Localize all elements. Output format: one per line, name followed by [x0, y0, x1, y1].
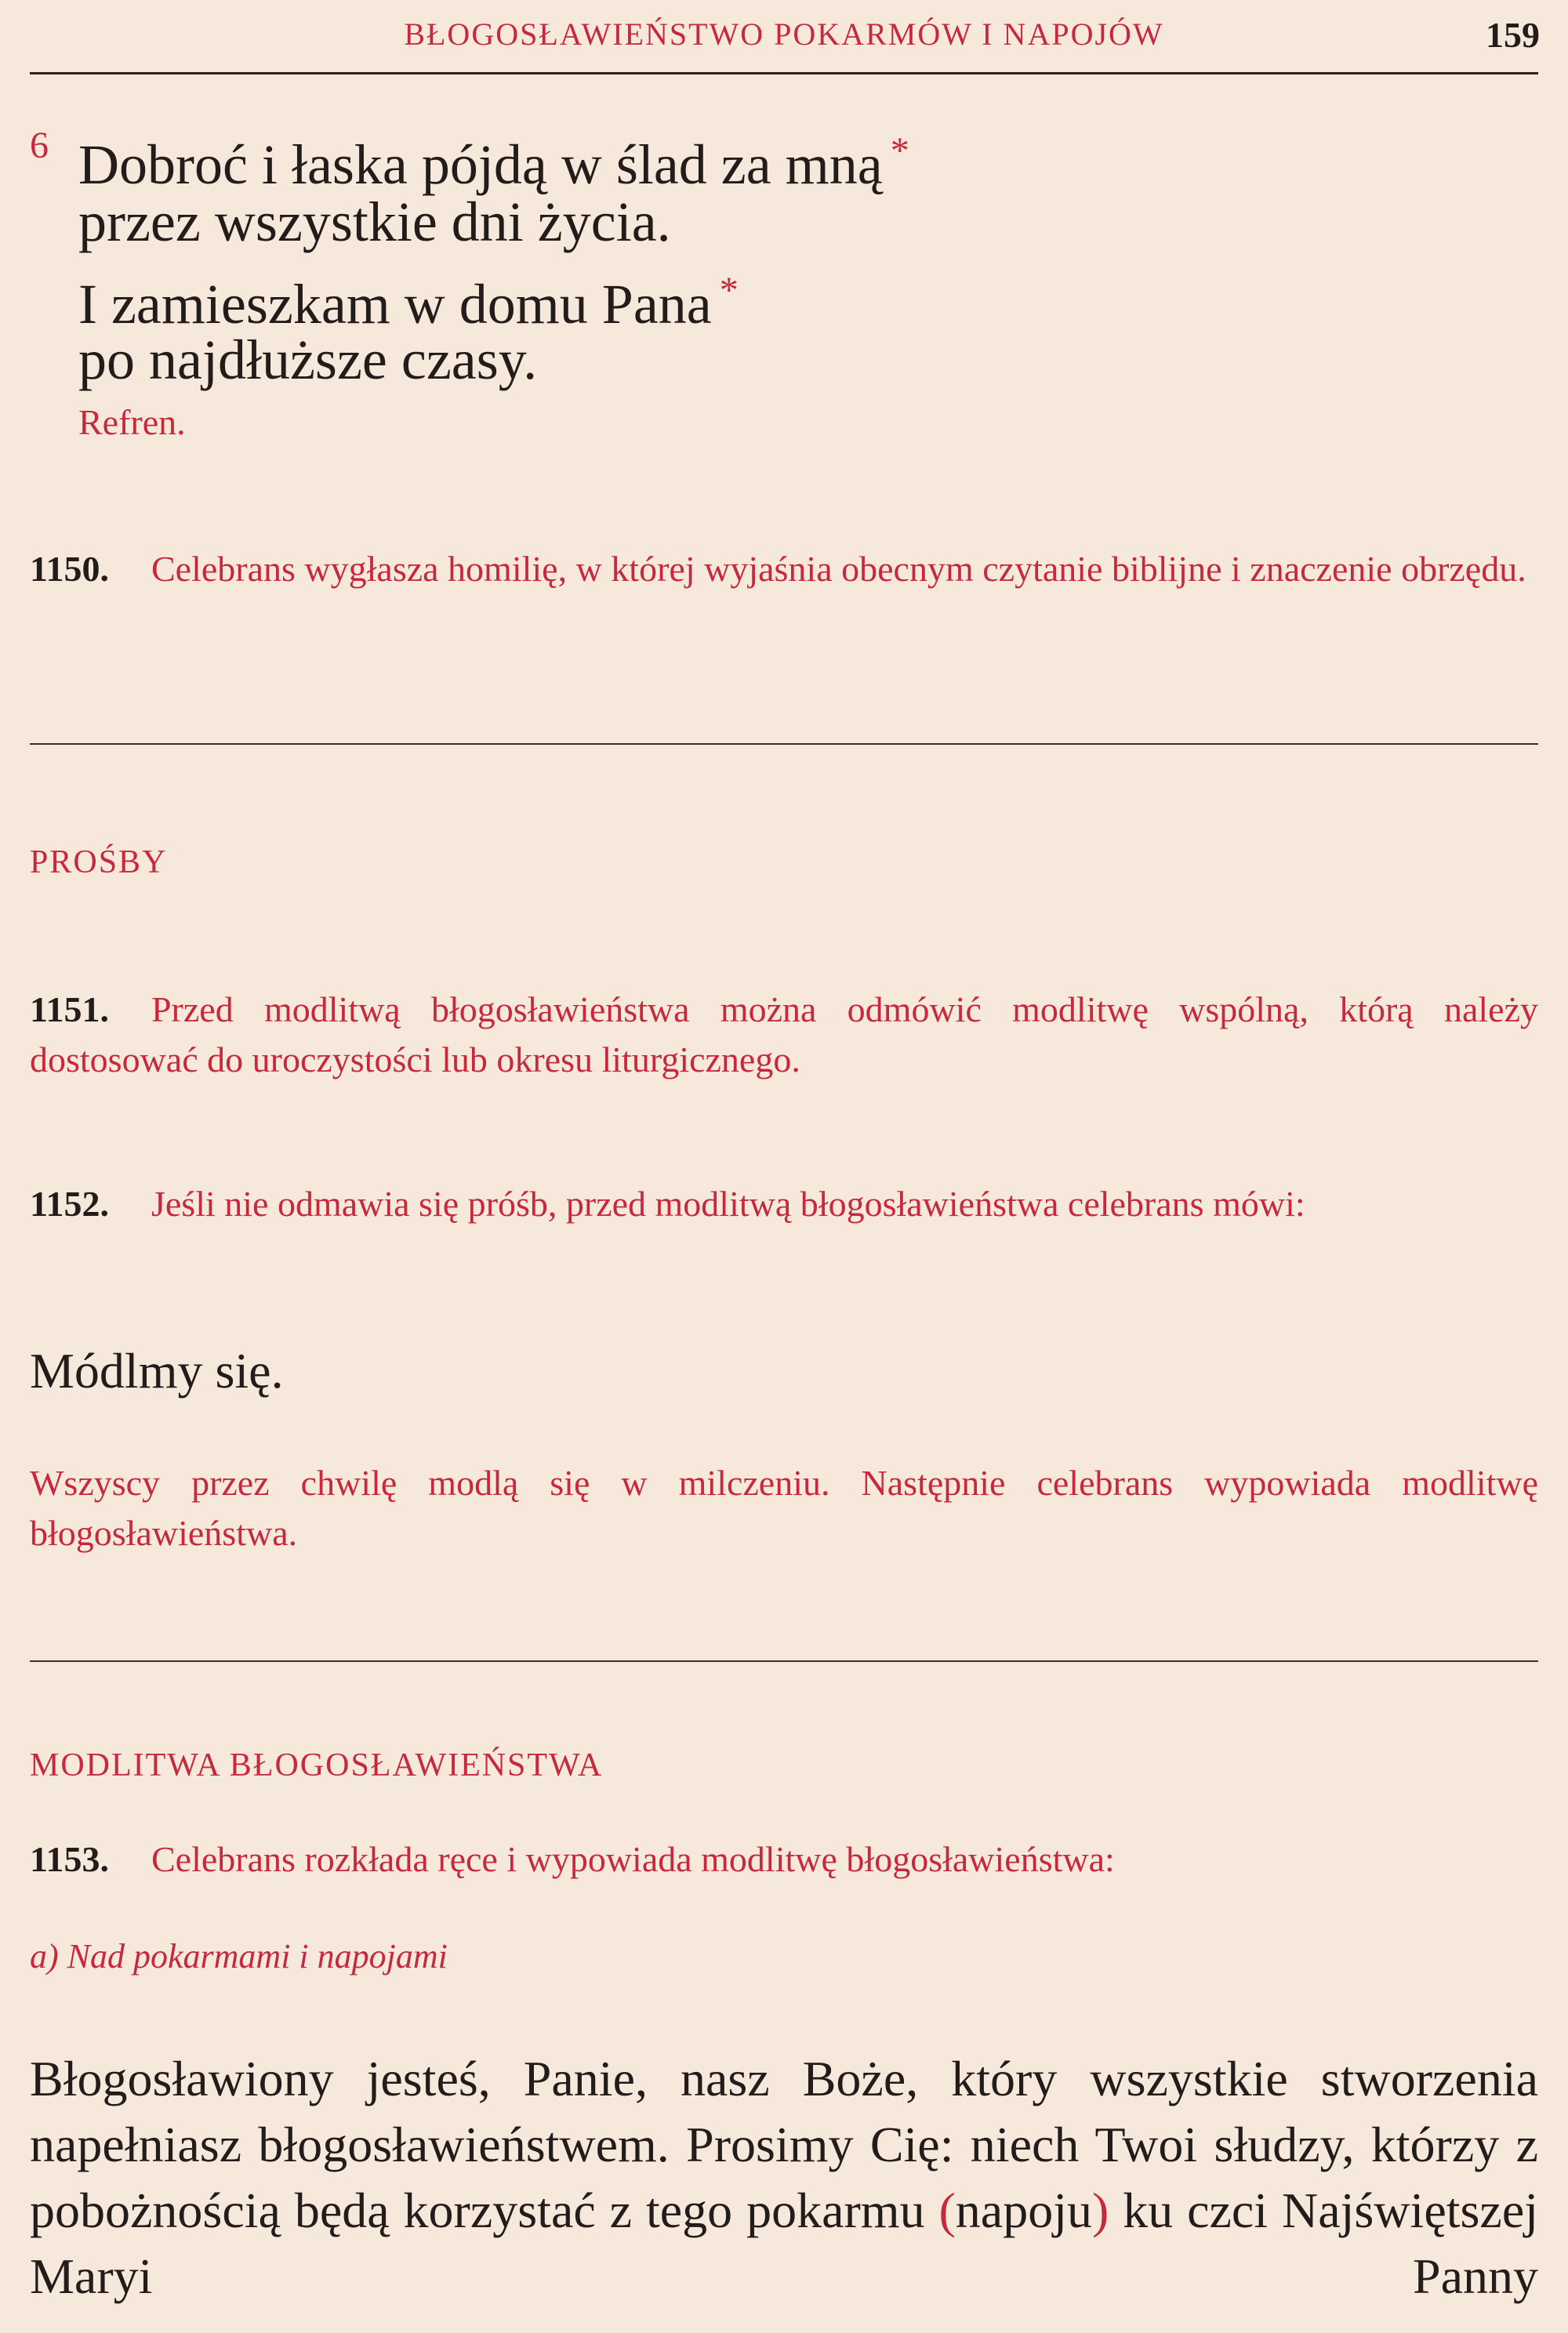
psalm-line-text: I zamieszkam w domu Pana: [78, 273, 712, 336]
asterisk-mark: *: [890, 130, 909, 172]
section-heading-requests: PROŚBY: [30, 844, 168, 880]
silence-rubric: Wszyscy przez chwilę modlą się w milczeniu. Następnie celebrans wypowiada modlitwę błogosławieństwa.: [30, 1463, 1538, 1553]
rubric-text: Celebrans wygłasza homilię, w której wyjaśnia obecnym czytanie biblijne i znaczenie obrzędu.: [151, 549, 1526, 589]
paragraph-number: 1150.: [30, 549, 109, 589]
invitation-to-prayer: Módlmy się.: [30, 1343, 284, 1399]
blessing-prayer: [30, 2046, 1538, 2309]
paren-open: (: [938, 2182, 956, 2238]
rubric-1151: [30, 985, 1538, 1085]
rubric-text: Jeśli nie odmawia się próśb, przed modlitwą błogosławieństwa celebrans mówi:: [151, 1184, 1305, 1224]
rubric-1152: [30, 1179, 1538, 1229]
page-number: 159: [1486, 15, 1540, 55]
prayer-text: Błogosławiony jesteś, Panie, nasz Boże, który wszystkie stworzenia napełniasz błogosławieństwem. Prosimy Cię: niech Twoi słudzy, którzy z pobożnością będą korzystać z tego pokarmu: [30, 2051, 1538, 2238]
paragraph-number: 1151.: [30, 989, 109, 1029]
paren-word: napoju: [955, 2182, 1092, 2238]
psalm-line-text: Dobroć i łaska pójdą w ślad za mną: [78, 133, 883, 196]
refrain-label: Refren.: [78, 402, 186, 442]
section-divider: [30, 743, 1538, 745]
verse-number: 6: [30, 125, 49, 166]
paren-close: ): [1091, 2182, 1109, 2238]
rubric-1150: [30, 544, 1538, 594]
parenthetical: [938, 2182, 1109, 2238]
section-divider: [30, 1660, 1538, 1662]
rubric-text: Celebrans rozkłada ręce i wypowiada modlitwę błogosławieństwa:: [151, 1839, 1115, 1879]
prayer-text: ku czci Najświętszej Maryi Panny: [30, 2182, 1538, 2304]
asterisk-mark: *: [719, 270, 739, 311]
psalm-line-4: po najdłuższe czasy.: [78, 328, 538, 391]
paragraph-number: 1153.: [30, 1839, 109, 1879]
paragraph-number: 1152.: [30, 1184, 109, 1224]
rubric-1153: [30, 1834, 1538, 1885]
psalm-line-2: przez wszystkie dni życia.: [78, 190, 671, 253]
variant-heading: a) Nad pokarmami i napojami: [30, 1937, 448, 1976]
running-head: BŁOGOSŁAWIEŃSTWO POKARMÓW I NAPOJÓW: [404, 16, 1164, 52]
rubric-text: Przed modlitwą błogosławieństwa można odmówić modlitwę wspólną, którą należy dostosować do uroczystości lub okresu liturgicznego.: [30, 989, 1538, 1079]
section-heading-blessing: MODLITWA BŁOGOSŁAWIEŃSTWA: [30, 1747, 604, 1783]
header-rule: [30, 72, 1538, 74]
